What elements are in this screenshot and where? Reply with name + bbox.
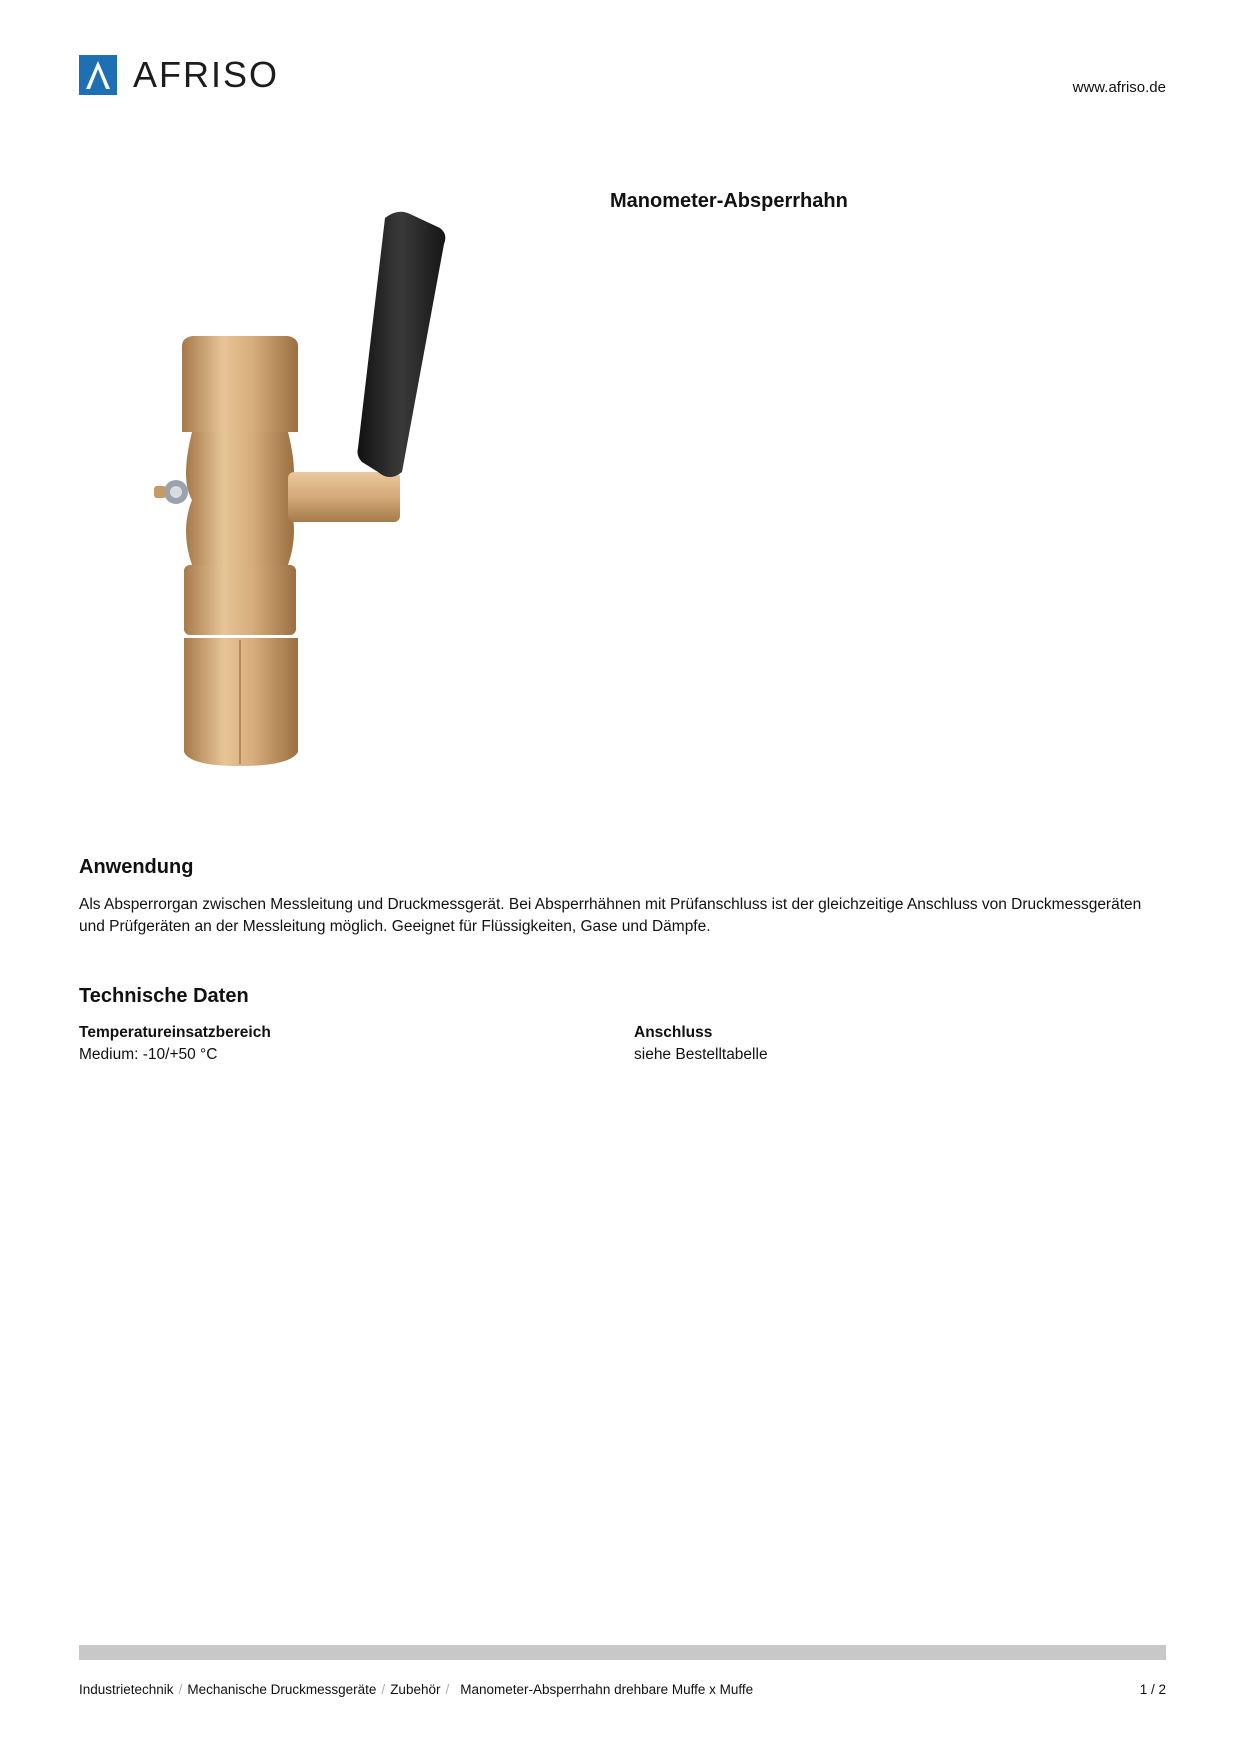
spec-value: Medium: -10/+50 °C	[79, 1046, 218, 1063]
spec-connection	[634, 1022, 768, 1066]
spec-label: Temperatureinsatzbereich	[79, 1024, 271, 1041]
afriso-logo-icon	[79, 55, 117, 95]
spec-temperature	[79, 1022, 271, 1066]
shut-off-valve-photo	[140, 200, 540, 780]
technische-daten-heading: Technische Daten	[79, 985, 249, 1007]
breadcrumb-separator: /	[445, 1682, 450, 1697]
spec-label: Anschluss	[634, 1024, 713, 1041]
spec-value: siehe Bestelltabelle	[634, 1046, 768, 1063]
afriso-logo	[79, 55, 279, 95]
anwendung-heading: Anwendung	[79, 856, 194, 878]
page-number: 1 / 2	[1139, 1682, 1166, 1697]
breadcrumb-item[interactable]: Zubehör	[390, 1682, 441, 1697]
breadcrumb-separator: /	[381, 1682, 386, 1697]
website-url[interactable]: www.afriso.de	[1072, 79, 1166, 96]
breadcrumb-item[interactable]: Mechanische Druckmessgeräte	[187, 1682, 377, 1697]
breadcrumb-item[interactable]: Industrietechnik	[79, 1682, 174, 1697]
breadcrumb-separator: /	[178, 1682, 183, 1697]
brand-name: AFRISO	[133, 54, 280, 95]
anwendung-text: Als Absperrorgan zwischen Messleitung und Druckmessgerät. Bei Absperrhähnen mit Prüfanschluss ist der gleichzeitige Anschluss von Druckmessgeräten und Prüfgeräten an der Messleitung möglich. Geeignet für Flüssigkeiten, Gase und Dämpfe.	[79, 896, 1142, 935]
breadcrumb-current: Manometer-Absperrhahn drehbare Muffe x Muffe	[460, 1682, 754, 1697]
footer-divider	[79, 1645, 1166, 1660]
product-title: Manometer-Absperrhahn	[610, 190, 848, 212]
breadcrumb	[79, 1682, 753, 1697]
